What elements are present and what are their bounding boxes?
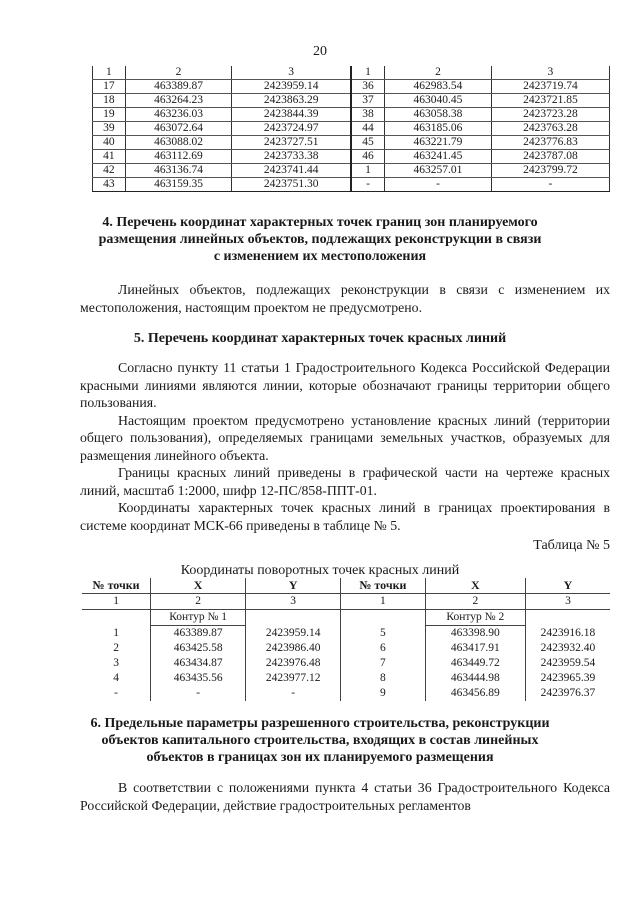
table-row [93,80,610,94]
table-cell: 2423977.12 [246,671,341,686]
table-row [93,94,610,108]
table-row [82,686,610,701]
table-cell: 3 [82,656,151,671]
table-cell: 2423721.85 [491,94,609,108]
contour-label-right: Контур № 2 [425,610,525,626]
contour-row [82,610,610,626]
section-4-text [80,281,610,316]
header-cell: № точки [82,578,151,594]
table-cell: 38 [351,108,385,122]
table-cell: 463257.01 [385,164,492,178]
table-cell: 2423727.51 [232,136,351,150]
table-cell: 36 [351,80,385,94]
table-cell: 18 [93,94,126,108]
table-row [93,136,610,150]
table-row [93,108,610,122]
header-cell: Y [246,578,341,594]
table-cell: - [491,178,609,192]
column-number-cell: 3 [246,594,341,610]
table-cell: - [385,178,492,192]
table-cell: 463434.87 [151,656,246,671]
section-5-paragraph: Настоящим проектом предусмотрено установление красных линий (территории общего пользования), определяемых границами земельных участков, образуемых для размещения линейного объекта. [80,412,610,463]
table-cell: 7 [341,656,425,671]
table-cell: 2423776.83 [491,136,609,150]
section-4-heading-line: с изменением их местоположения [213,249,427,264]
header-cell: 3 [232,66,351,80]
table-cell: 463444.98 [425,671,525,686]
table-cell: 2423863.29 [232,94,351,108]
table-cell: 2423787.08 [491,150,609,164]
section-5-heading: 5. Перечень координат характерных точек красных линий [133,331,507,346]
table-cell: 2423751.30 [232,178,351,192]
section-6-paragraph: В соответствии с положениями пункта 4 статьи 36 Градостроительного Кодекса Российской Федерации, действие градостроительных регламентов [80,780,610,813]
table-row [93,178,610,192]
section-6-text [80,779,610,814]
column-number-cell: 3 [525,594,610,610]
table-cell: 2423741.44 [232,164,351,178]
header-cell: 2 [125,66,232,80]
table-cell: 2423986.40 [246,641,341,656]
table-cell: 1 [351,164,385,178]
section-5-paragraph: Границы красных линий приведены в графической части на чертеже красных линий, масштаб 1:2000, шифр 12-ПС/858-ППТ-01. [80,465,610,498]
table-cell: 463417.91 [425,641,525,656]
table-cell: 37 [351,94,385,108]
column-number-cell: 2 [151,594,246,610]
table-cell: 2 [82,641,151,656]
table-cell: 4 [82,671,151,686]
table-cell: 46 [351,150,385,164]
table-cell: 17 [93,80,126,94]
table-cell: 463058.38 [385,108,492,122]
table-cell: 463389.87 [125,80,232,94]
table-cell: - [246,686,341,701]
column-number-cell: 1 [341,594,425,610]
table-cell: 2423959.14 [232,80,351,94]
column-number-cell: 2 [425,594,525,610]
table-cell: 463159.35 [125,178,232,192]
table-cell: 463221.79 [385,136,492,150]
table-cell: 19 [93,108,126,122]
table-cell: 463241.45 [385,150,492,164]
table-cell: - [82,686,151,701]
header-cell: 1 [351,66,385,80]
table-cell: 44 [351,122,385,136]
section-4-heading-line: размещения линейных объектов, подлежащих реконструкции в связи [98,232,542,247]
table-cell: 463389.87 [151,626,246,642]
column-number-row [82,594,610,610]
table-cell: 9 [341,686,425,701]
table-cell: 2423719.74 [491,80,609,94]
table-cell: 2423976.48 [246,656,341,671]
table-cell: 463425.58 [151,641,246,656]
section-6-heading-line: объектов в границах зон их планируемого размещения [146,750,494,765]
table-cell: 463112.69 [125,150,232,164]
header-cell: 3 [491,66,609,80]
table-cell: 2423799.72 [491,164,609,178]
red-lines-coordinates-table [82,578,610,701]
table-cell: 41 [93,150,126,164]
table-cell: 2423733.38 [232,150,351,164]
table-label: Таблица № 5 [533,538,610,553]
table-cell: 463449.72 [425,656,525,671]
table-cell: 6 [341,641,425,656]
header-cell: 1 [93,66,126,80]
table-cell: 2423844.39 [232,108,351,122]
table-cell: 2423723.28 [491,108,609,122]
column-number-cell: 1 [82,594,151,610]
table-cell: 8 [341,671,425,686]
section-5-text [80,359,610,534]
table-cell: 5 [341,626,425,642]
table-cell: 463236.03 [125,108,232,122]
table-cell: 2423932.40 [540,642,596,654]
table-cell: 1 [82,626,151,642]
table-cell: 463136.74 [125,164,232,178]
table-cell: 2423965.39 [540,672,596,684]
table-row [93,122,610,136]
table-cell: 463435.56 [151,671,246,686]
header-cell: № точки [341,578,425,594]
page-number: 20 [313,44,327,59]
section-6-heading [60,715,580,766]
table-cell: 2423763.28 [491,122,609,136]
table-row [93,164,610,178]
section-4-heading-line: 4. Перечень координат характерных точек границ зон планируемого [102,215,538,230]
section-5-paragraph: Координаты характерных точек красных линий в границах проектирования в системе координат МСК-66 приведены в таблице № 5. [80,500,610,533]
header-cell: X [425,578,525,594]
header-cell: X [151,578,246,594]
header-cell: Y [525,578,610,594]
table-cell: 2423916.18 [540,626,596,639]
table-cell: 463398.90 [425,626,525,642]
table-title: Координаты поворотных точек красных линий [180,563,460,578]
table-cell: 2423959.54 [540,657,596,669]
table-cell: 39 [93,122,126,136]
table-row [82,656,610,671]
table-row [82,626,610,642]
table-cell: 45 [351,136,385,150]
table-cell: 462983.54 [385,80,492,94]
table-cell: 40 [93,136,126,150]
table-cell: 463040.45 [385,94,492,108]
coordinates-table-continued [92,66,610,192]
table-cell: 2423724.97 [232,122,351,136]
table-cell: 2423959.14 [246,626,341,642]
table-cell: 463456.89 [425,686,525,701]
table-cell: 2423976.37 [540,687,596,699]
section-4-heading [60,214,580,265]
table-row [82,641,610,656]
section-6-heading-line: 6. Предельные параметры разрешенного строительства, реконструкции [90,716,550,731]
table-cell: - [351,178,385,192]
table-cell: 463185.06 [385,122,492,136]
table-header-row [82,578,610,594]
table-cell: 463264.23 [125,94,232,108]
table-cell: 463088.02 [125,136,232,150]
table-cell: 42 [93,164,126,178]
header-cell: 2 [385,66,492,80]
section-6-heading-line: объектов капитального строительства, входящих в состав линейных [101,733,539,748]
table-cell: - [151,686,246,701]
contour-label-left: Контур № 1 [151,610,246,626]
table-row [93,150,610,164]
section-4-paragraph: Линейных объектов, подлежащих реконструкции в связи с изменением их местоположения, настоящим проектом не предусмотрено. [80,282,610,315]
table-header-row [93,66,610,80]
table-row [82,671,610,686]
section-5-paragraph: Согласно пункту 11 статьи 1 Градостроительного Кодекса Российской Федерации красными линиями являются линии, которые обозначают границы территории общего пользования. [80,360,610,410]
table-cell: 463072.64 [125,122,232,136]
table-cell: 43 [93,178,126,192]
